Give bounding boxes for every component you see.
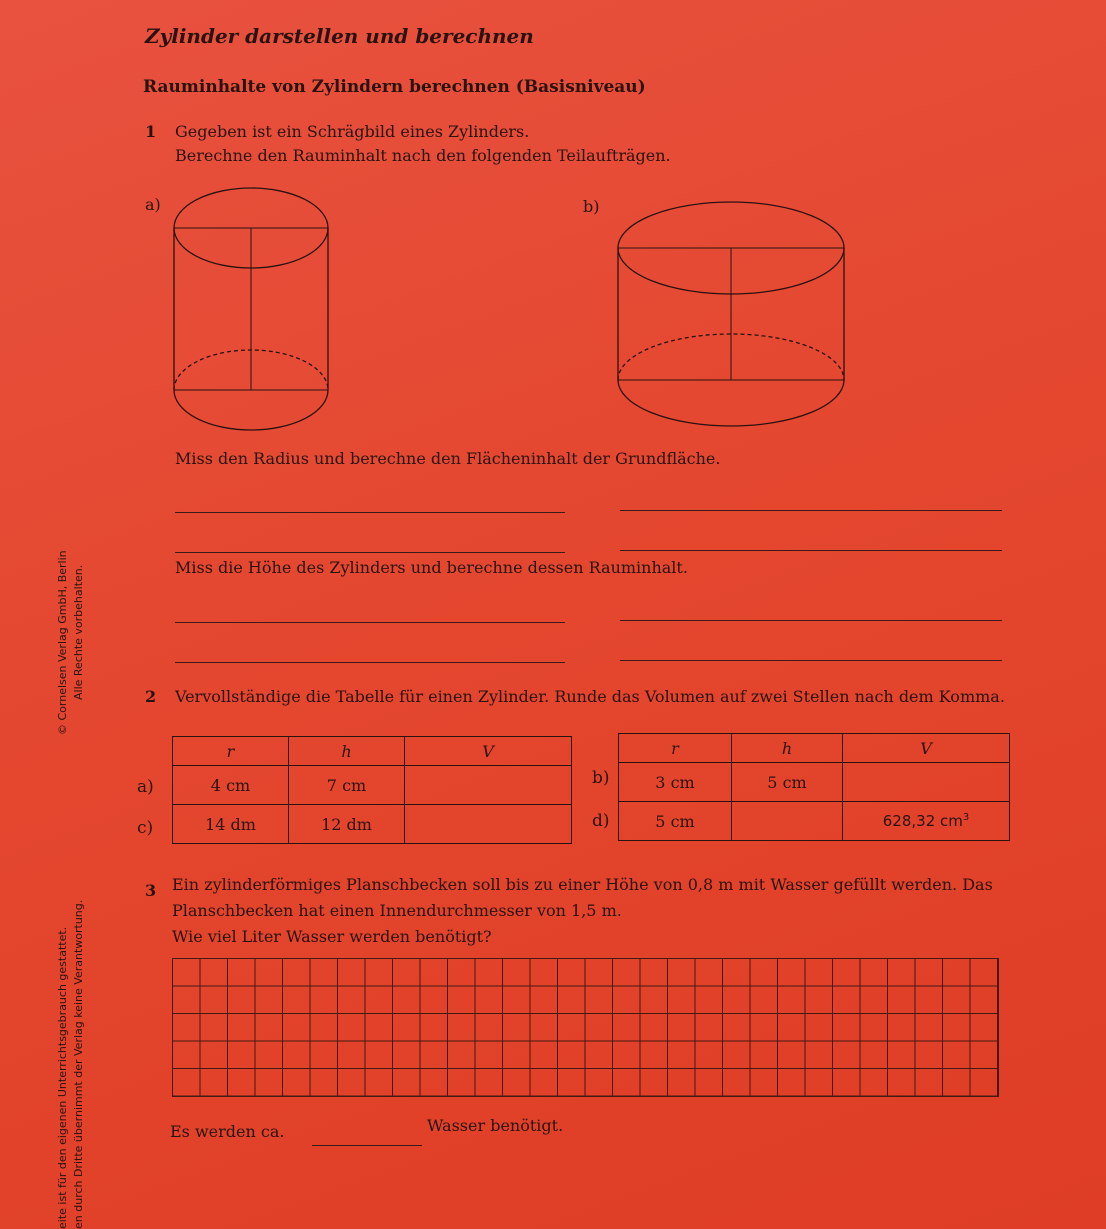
task-2-text: Vervollständige die Tabelle für einen Zylinder. Runde das Volumen auf zwei Stellen nach dem Komma. bbox=[175, 687, 1005, 706]
cell-b-r: 3 cm bbox=[619, 763, 732, 802]
cell-a-v[interactable] bbox=[405, 766, 572, 805]
cylinder-b-figure bbox=[600, 190, 865, 450]
task-2-number: 2 bbox=[145, 687, 157, 706]
task-1-label-a: a) bbox=[145, 195, 161, 214]
usage-note-1: eite ist für den eigenen Unterrichtsgebrauch gestattet. bbox=[56, 926, 69, 1229]
header-v: V bbox=[405, 737, 572, 766]
answer-line-a-4[interactable] bbox=[175, 662, 565, 663]
usage-note-2: en durch Dritte übernimmt der Verlag keine Verantwortung. bbox=[72, 899, 85, 1229]
cell-d-r: 5 cm bbox=[619, 802, 732, 841]
task-3-question: Wie viel Liter Wasser werden benötigt? bbox=[172, 927, 492, 946]
cell-a-h: 7 cm bbox=[289, 766, 405, 805]
header-h: h bbox=[732, 734, 843, 763]
copyright-text-1: © Cornelsen Verlag GmbH, Berlin bbox=[56, 550, 69, 735]
cell-d-v-exponent: 3 bbox=[962, 812, 970, 823]
copyright-text-2: Alle Rechte vorbehalten. bbox=[72, 564, 85, 700]
task-1-instruction-volume: Miss die Höhe des Zylinders und berechne dessen Rauminhalt. bbox=[175, 558, 688, 577]
cell-d-h[interactable] bbox=[732, 802, 843, 841]
task-1-text-1: Gegeben ist ein Schrägbild eines Zylinders. bbox=[175, 122, 530, 141]
header-r: r bbox=[619, 734, 732, 763]
cylinder-a-figure bbox=[160, 185, 350, 445]
cell-c-r: 14 dm bbox=[173, 805, 289, 844]
answer-line-a-3[interactable] bbox=[175, 622, 565, 623]
answer-line-a-2[interactable] bbox=[175, 552, 565, 553]
answer-suffix: Wasser benötigt. bbox=[427, 1116, 564, 1135]
task-1-instruction-area: Miss den Radius und berechne den Flächeninhalt der Grundfläche. bbox=[175, 449, 721, 468]
task-1-text-2: Berechne den Rauminhalt nach den folgenden Teilaufträgen. bbox=[175, 146, 671, 165]
section-subtitle: Rauminhalte von Zylindern berechnen (Basisniveau) bbox=[143, 77, 646, 97]
table-right-row-d-label: d) bbox=[592, 811, 610, 831]
table-right-row-b-label: b) bbox=[592, 768, 610, 788]
table-left-row-a-label: a) bbox=[137, 777, 154, 797]
cell-c-v[interactable] bbox=[405, 805, 572, 844]
answer-blank[interactable] bbox=[312, 1145, 422, 1146]
task-3-text-1: Ein zylinderförmiges Planschbecken soll bis zu einer Höhe von 0,8 m mit Wasser gefüllt werden. Das bbox=[172, 875, 993, 894]
cell-a-r: 4 cm bbox=[173, 766, 289, 805]
answer-line-b-2[interactable] bbox=[620, 550, 1002, 551]
table-right bbox=[618, 733, 1010, 841]
task-1-label-b: b) bbox=[583, 197, 600, 216]
cell-d-v-value: 628,32 cm bbox=[882, 812, 963, 830]
task-1-number: 1 bbox=[145, 122, 157, 141]
answer-prefix: Es werden ca. bbox=[170, 1122, 285, 1141]
answer-line-b-3[interactable] bbox=[620, 620, 1002, 621]
calculation-grid[interactable] bbox=[172, 958, 999, 1097]
table-left-row-c-label: c) bbox=[137, 818, 154, 838]
cell-b-h: 5 cm bbox=[732, 763, 843, 802]
answer-line-a-1[interactable] bbox=[175, 512, 565, 513]
header-r: r bbox=[173, 737, 289, 766]
task-3-text-2: Planschbecken hat einen Innendurchmesser von 1,5 m. bbox=[172, 901, 622, 920]
task-3-number: 3 bbox=[145, 881, 157, 900]
cell-c-h: 12 dm bbox=[289, 805, 405, 844]
cell-b-v[interactable] bbox=[843, 763, 1010, 802]
answer-line-b-1[interactable] bbox=[620, 510, 1002, 511]
page-title: Zylinder darstellen und berechnen bbox=[145, 24, 534, 48]
cell-d-v bbox=[843, 802, 1010, 841]
header-h: h bbox=[289, 737, 405, 766]
answer-line-b-4[interactable] bbox=[620, 660, 1002, 661]
header-v: V bbox=[843, 734, 1010, 763]
table-left bbox=[172, 736, 572, 844]
